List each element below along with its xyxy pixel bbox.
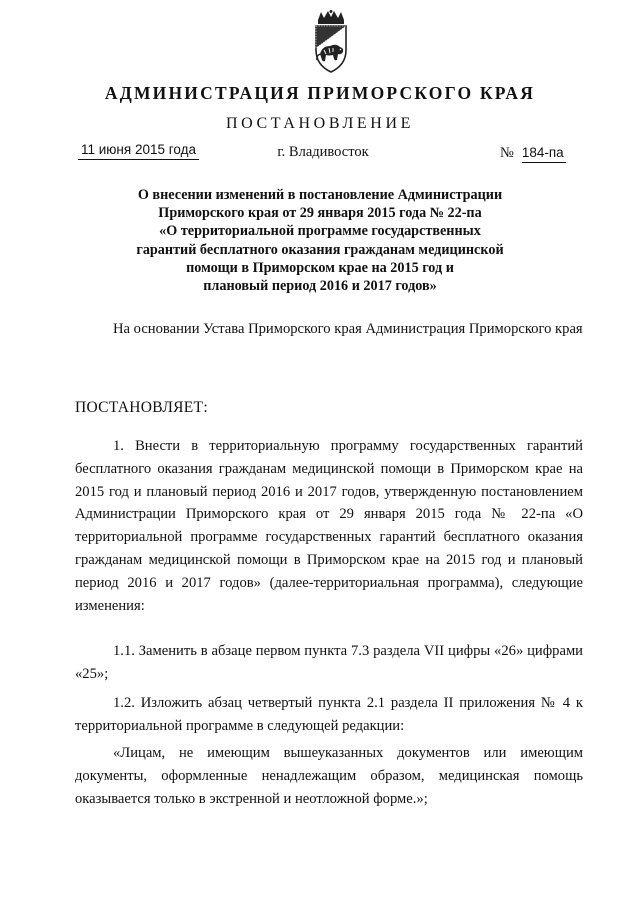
title-line: плановый период 2016 и 2017 годов»: [203, 278, 437, 295]
document-type: ПОСТАНОВЛЕНИЕ: [226, 115, 414, 132]
item-1-paragraph: 1. Внести в территориальную программу государственных гарантий бесплатного оказания гражданам медицинской помощи в Приморском крае на 2015 год и плановый период 2016 и 2017 годов, утвержденную постановлением Администрации Приморского края от 29 января 2015 года № 22-па «О территориальной программе государственных гарантий бесплатного оказания гражданам медицинской помощи в Приморском крае на 2015 год и плановый период 2016 и 2017 годов» (далее-территориальная программа), следующие изменения:: [75, 438, 583, 614]
number-label: №: [500, 145, 514, 161]
document-title: [90, 186, 550, 295]
basis-paragraph: На основании Устава Приморского края Администрация Приморского края: [113, 321, 583, 337]
number-value: 184-па: [522, 144, 566, 163]
item-1-1-paragraph: 1.1. Заменить в абзаце первом пункта 7.3 раздела VII цифры «26» цифрами «25»;: [75, 643, 583, 682]
organization-name: АДМИНИСТРАЦИЯ ПРИМОРСКОГО КРАЯ: [104, 83, 536, 103]
title-line: Приморского края от 29 января 2015 года № 22-па: [158, 205, 482, 222]
document-city: г. Владивосток: [277, 144, 369, 160]
resolves-heading: ПОСТАНОВЛЯЕТ:: [75, 399, 208, 416]
item-1-2-paragraph: 1.2. Изложить абзац четвертый пункта 2.1 раздела II приложения № 4 к территориальной программе в следующей редакции:: [75, 695, 583, 734]
document-date: 11 июня 2015 года: [78, 141, 199, 160]
quote-paragraph: «Лицам, не имеющим вышеуказанных документов или имеющим документы, оформленные ненадлежащим образом, медицинская помощь оказывается только в экстренной и неотложной форме.»;: [75, 745, 583, 807]
title-line: «О территориальной программе государственных: [159, 223, 481, 240]
coat-of-arms-icon: [302, 10, 360, 74]
document-number: [500, 144, 566, 163]
title-line: гарантий бесплатного оказания гражданам медицинской: [136, 241, 504, 258]
title-line: О внесении изменений в постановление Администрации: [137, 187, 503, 203]
title-line: помощи в Приморском крае на 2015 год и: [186, 259, 454, 276]
